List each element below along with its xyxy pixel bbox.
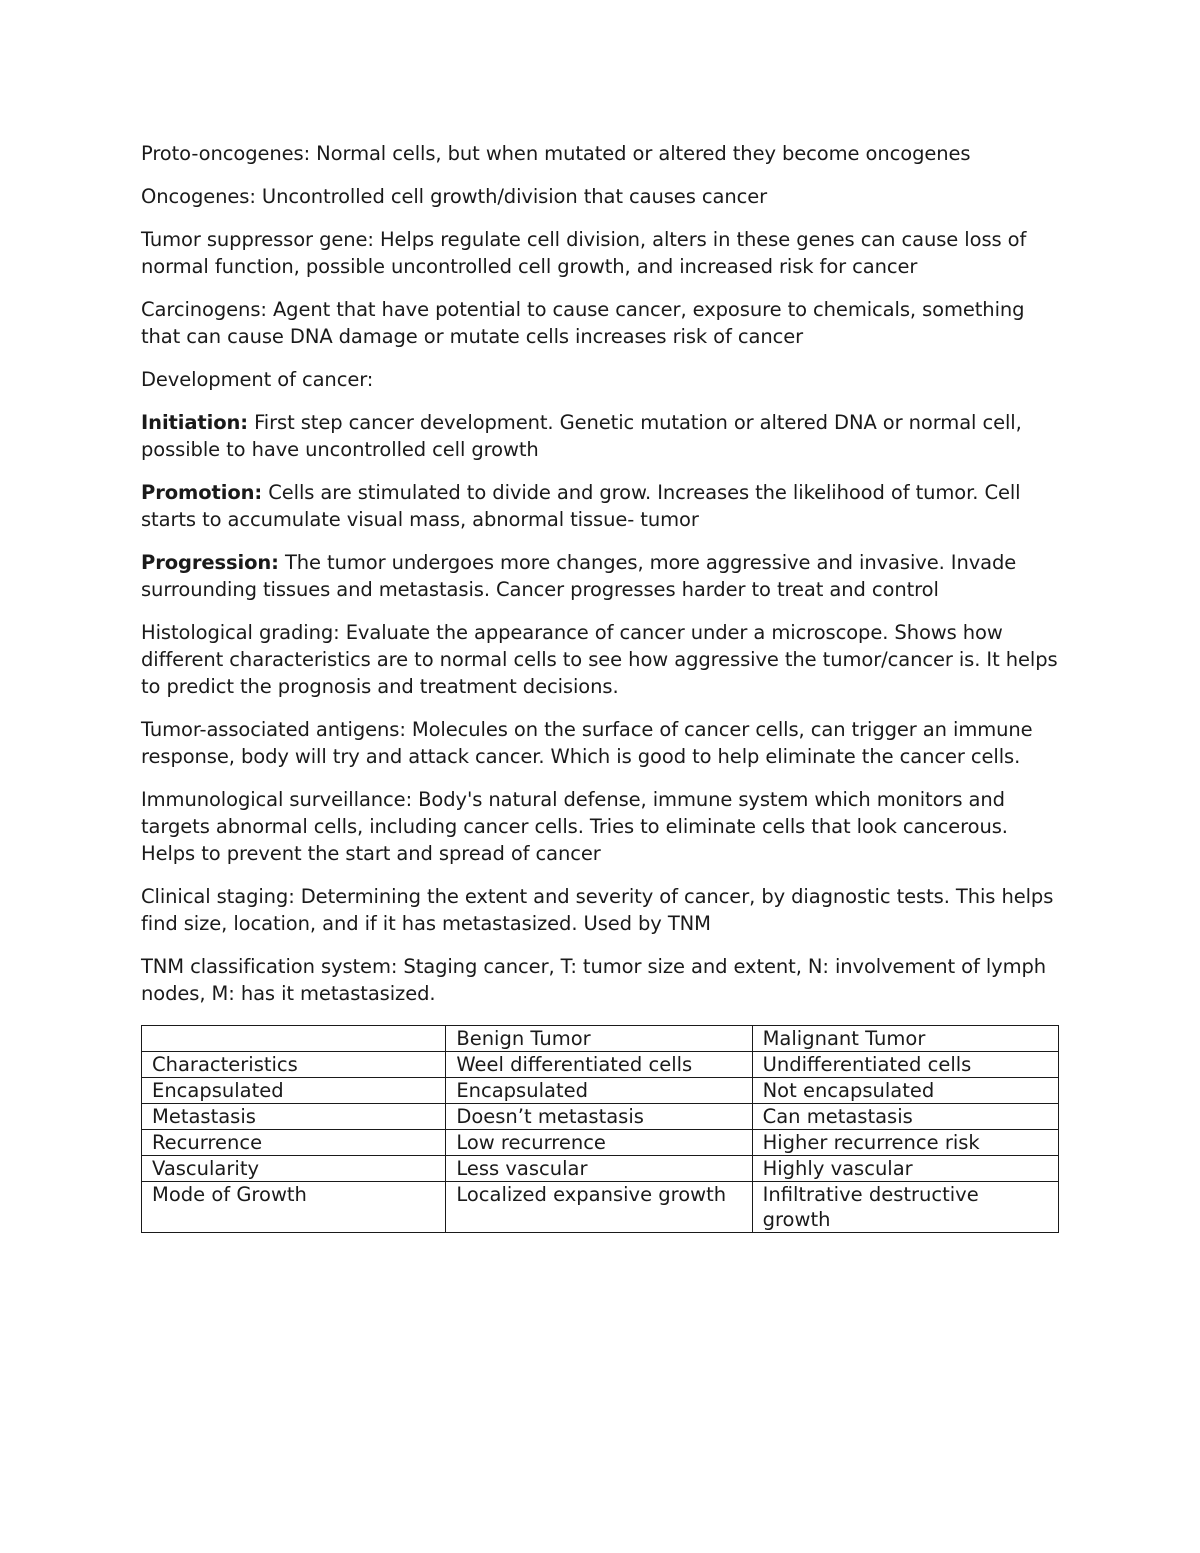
- table-header-cell: [142, 1026, 446, 1052]
- paragraph-tumor-associated-antigens: [141, 716, 1061, 770]
- table-row: [142, 1078, 1059, 1104]
- paragraph-text: Tumor suppressor gene: Helps regulate cell division, alters in these genes can cause loss of normal function, possible uncontrolled cell growth, and increased risk for cancer: [141, 228, 1027, 278]
- paragraph-text: Immunological surveillance: Body's natural defense, immune system which monitors and targets abnormal cells, including cancer cells. Tries to eliminate cells that look cancerous. Helps to prevent the start and spread of cancer: [141, 788, 1008, 865]
- table-cell: Low recurrence: [446, 1130, 752, 1156]
- paragraph-clinical-staging: [141, 883, 1061, 937]
- paragraph-immunological-surveillance: [141, 786, 1061, 867]
- table-cell: Localized expansive growth: [446, 1182, 752, 1233]
- table-cell: Higher recurrence risk: [752, 1130, 1058, 1156]
- paragraph-proto-oncogenes: [141, 140, 1061, 167]
- paragraph-text: Cells are stimulated to divide and grow. Increases the likelihood of tumor. Cell starts to accumulate visual mass, abnormal tissue- tumor: [141, 481, 1021, 531]
- paragraph-text: First step cancer development. Genetic mutation or altered DNA or normal cell, possible to have uncontrolled cell growth: [141, 411, 1022, 461]
- document-page: [141, 140, 1061, 1233]
- paragraph-text: Oncogenes: Uncontrolled cell growth/division that causes cancer: [141, 185, 768, 208]
- paragraph-initiation: [141, 409, 1061, 463]
- paragraph-text: Clinical staging: Determining the extent and severity of cancer, by diagnostic tests. This helps find size, location, and if it has metastasized. Used by TNM: [141, 885, 1054, 935]
- table-row: [142, 1156, 1059, 1182]
- table-cell: Vascularity: [142, 1156, 446, 1182]
- table-cell: Doesn’t metastasis: [446, 1104, 752, 1130]
- paragraph-text: Histological grading: Evaluate the appearance of cancer under a microscope. Shows how different characteristics are to normal cells to see how aggressive the tumor/cancer is. It helps to predict the prognosis and treatment decisions.: [141, 621, 1058, 698]
- table-cell: Highly vascular: [752, 1156, 1058, 1182]
- paragraph-promotion: [141, 479, 1061, 533]
- table-row: [142, 1104, 1059, 1130]
- paragraph-text: TNM classification system: Staging cancer, T: tumor size and extent, N: involvement of lymph nodes, M: has it metastasized.: [141, 955, 1047, 1005]
- paragraph-carcinogens: [141, 296, 1061, 350]
- table-cell: Can metastasis: [752, 1104, 1058, 1130]
- paragraph-tnm-classification: [141, 953, 1061, 1007]
- table-cell: Encapsulated: [446, 1078, 752, 1104]
- paragraph-term: Promotion:: [141, 481, 263, 504]
- table-header-row: [142, 1026, 1059, 1052]
- table-row: [142, 1052, 1059, 1078]
- table-cell: Recurrence: [142, 1130, 446, 1156]
- paragraph-progression: [141, 549, 1061, 603]
- table-cell: Characteristics: [142, 1052, 446, 1078]
- table-cell: Encapsulated: [142, 1078, 446, 1104]
- tumor-comparison-table: [141, 1025, 1059, 1233]
- paragraph-text: Tumor-associated antigens: Molecules on the surface of cancer cells, can trigger an immune response, body will try and attack cancer. Which is good to help eliminate the cancer cells.: [141, 718, 1033, 768]
- paragraph-text: The tumor undergoes more changes, more aggressive and invasive. Invade surrounding tissues and metastasis. Cancer progresses harder to treat and control: [141, 551, 1017, 601]
- paragraph-term: Initiation:: [141, 411, 248, 434]
- paragraph-histological-grading: [141, 619, 1061, 700]
- table-cell: Not encapsulated: [752, 1078, 1058, 1104]
- paragraph-oncogenes: [141, 183, 1061, 210]
- table-row: [142, 1130, 1059, 1156]
- table-cell: Undifferentiated cells: [752, 1052, 1058, 1078]
- table-cell: Infiltrative destructive growth: [752, 1182, 1058, 1233]
- table-cell: Weel differentiated cells: [446, 1052, 752, 1078]
- table-header-cell: Malignant Tumor: [752, 1026, 1058, 1052]
- paragraph-text: Development of cancer:: [141, 368, 374, 391]
- paragraph-tumor-suppressor-gene: [141, 226, 1061, 280]
- table-header-cell: Benign Tumor: [446, 1026, 752, 1052]
- table-row: [142, 1182, 1059, 1233]
- table-cell: Mode of Growth: [142, 1182, 446, 1233]
- table-cell: Less vascular: [446, 1156, 752, 1182]
- paragraph-text: Carcinogens: Agent that have potential to cause cancer, exposure to chemicals, something that can cause DNA damage or mutate cells increases risk of cancer: [141, 298, 1025, 348]
- paragraph-term: Progression:: [141, 551, 279, 574]
- table-cell: Metastasis: [142, 1104, 446, 1130]
- paragraph-text: Proto-oncogenes: Normal cells, but when mutated or altered they become oncogenes: [141, 142, 971, 165]
- paragraph-development-heading: [141, 366, 1061, 393]
